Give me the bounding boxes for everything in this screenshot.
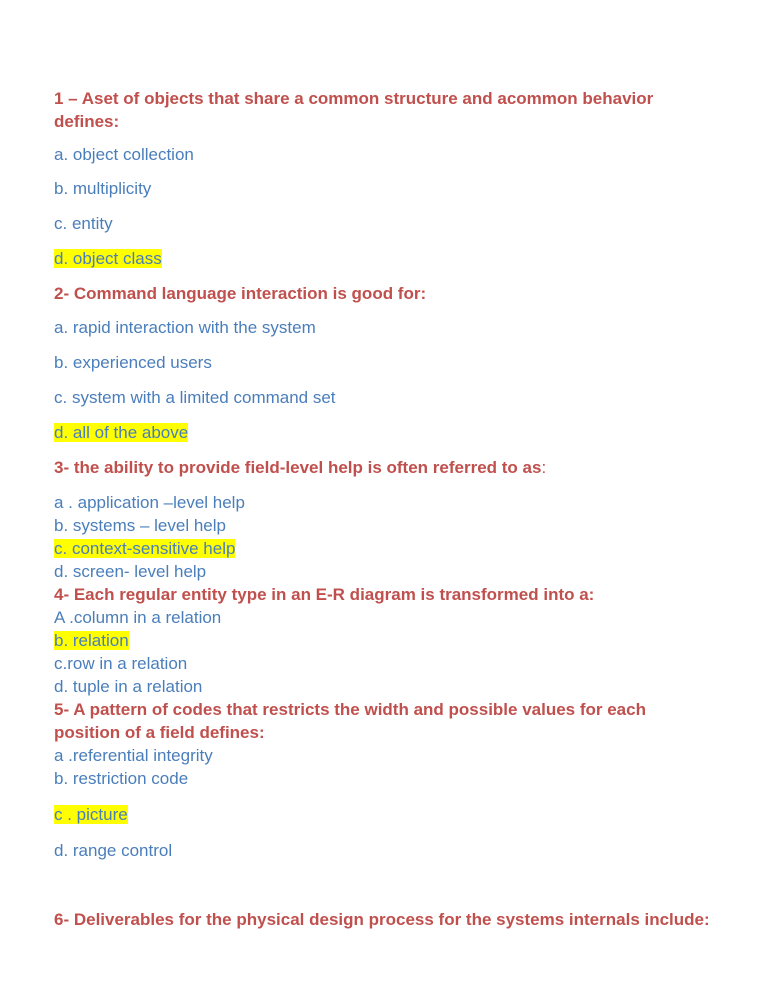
question-3-option-c xyxy=(54,538,235,560)
question-2-option-c: c. system with a limited command set xyxy=(54,388,336,407)
question-2-title: 2- Command language interaction is good for: xyxy=(54,284,427,303)
question-5-title-line-2: position of a field defines: xyxy=(54,723,265,742)
question-4-option-a: A .column in a relation xyxy=(54,608,222,627)
answer-highlight: d. all of the above xyxy=(54,423,189,442)
question-2-option-a: a. rapid interaction with the system xyxy=(54,318,316,337)
question-3-option-a: a . application –level help xyxy=(54,493,245,512)
question-5-option-d: d. range control xyxy=(54,841,173,860)
question-1-option-b: b. multiplicity xyxy=(54,179,152,198)
question-3-option-d: d. screen- level help xyxy=(54,562,207,581)
question-1-option-c: c. entity xyxy=(54,214,113,233)
question-1-title-line-1: 1 – Aset of objects that share a common structure and acommon behavior xyxy=(54,89,654,108)
answer-highlight: c. context-sensitive help xyxy=(54,539,236,558)
question-4-option-c: c.row in a relation xyxy=(54,654,188,673)
question-4-option-b xyxy=(54,630,129,652)
question-3-title xyxy=(54,457,546,479)
question-6-title: 6- Deliverables for the physical design process for the systems internals include: xyxy=(54,910,710,929)
question-2-option-d xyxy=(54,422,188,444)
question-4-option-d: d. tuple in a relation xyxy=(54,677,203,696)
answer-highlight: b. relation xyxy=(54,631,129,650)
question-3-title-text: 3- the ability to provide field-level help is often referred to as xyxy=(54,458,542,477)
question-5-option-c xyxy=(54,804,128,826)
question-1-title-line-2: defines: xyxy=(54,112,120,131)
question-3-title-colon: : xyxy=(541,458,547,477)
answer-highlight: c . picture xyxy=(54,805,128,824)
question-1-option-d xyxy=(54,248,162,270)
question-5-option-b: b. restriction code xyxy=(54,769,189,788)
question-5-title-line-1: 5- A pattern of codes that restricts the width and possible values for each xyxy=(54,700,646,719)
answer-highlight: d. object class xyxy=(54,249,162,268)
question-5-option-a: a .referential integrity xyxy=(54,746,213,765)
question-3-option-b: b. systems – level help xyxy=(54,516,226,535)
question-2-option-b: b. experienced users xyxy=(54,353,212,372)
question-4-title: 4- Each regular entity type in an E-R diagram is transformed into a: xyxy=(54,585,595,604)
question-1-option-a: a. object collection xyxy=(54,145,194,164)
